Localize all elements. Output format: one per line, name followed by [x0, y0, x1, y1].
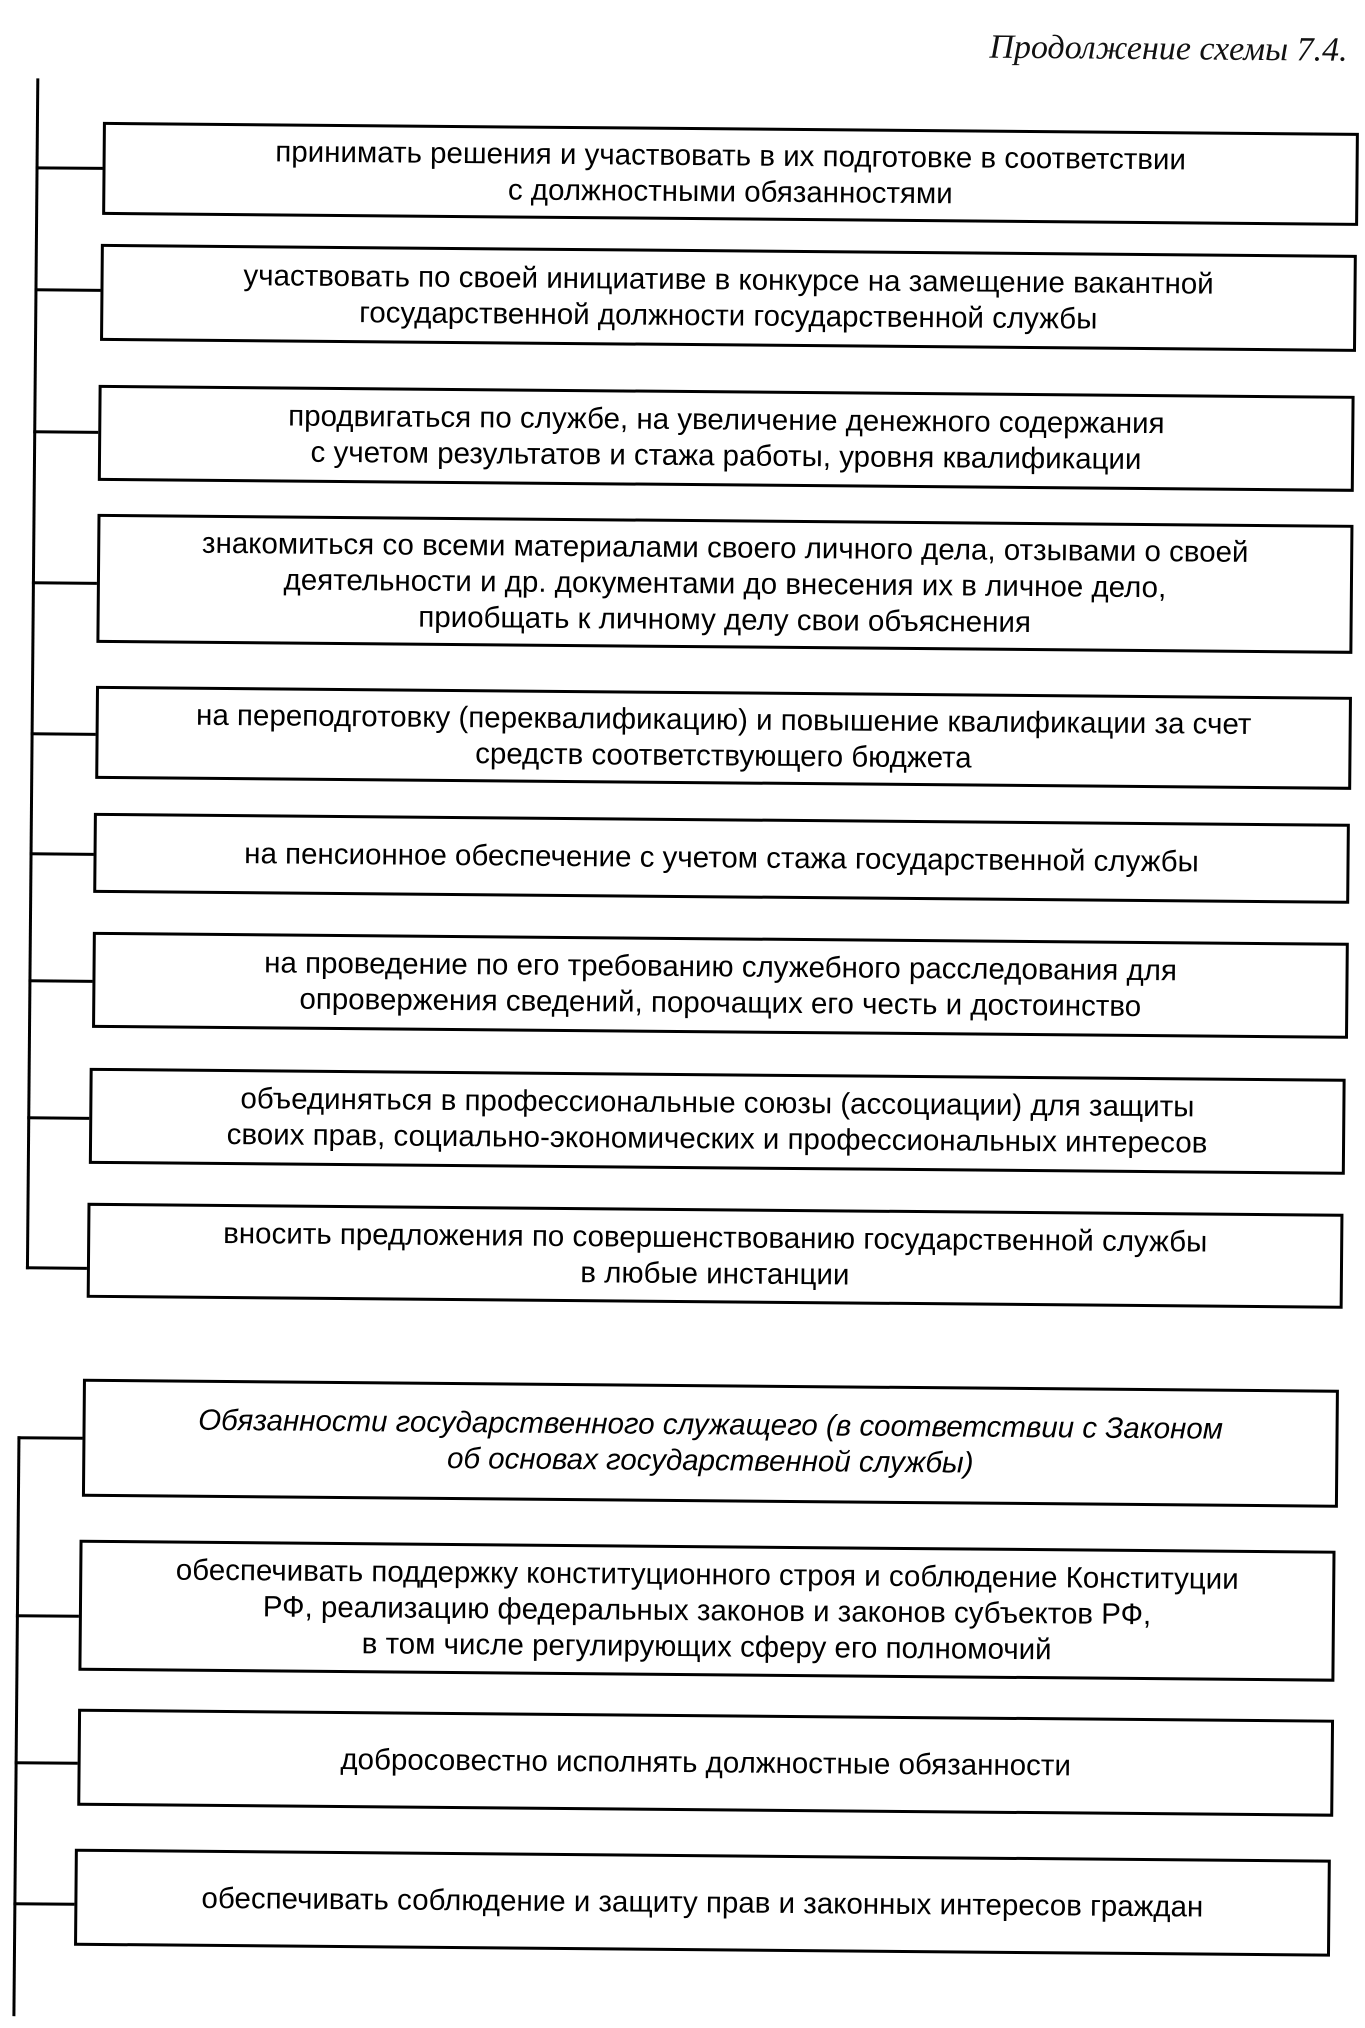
connector-line — [27, 1116, 90, 1120]
box-text-line: объединяться в профессиональные союзы (ассоциации) для защиты — [240, 1082, 1195, 1124]
heading-text-line: об основах государственной службы) — [446, 1441, 974, 1480]
duties-heading-box — [82, 1379, 1339, 1508]
connector-line — [31, 732, 97, 736]
connector-line — [30, 852, 95, 856]
connector-line — [17, 1436, 83, 1440]
box-text-line: своих прав, социально-экономических и профессиональных интересов — [226, 1118, 1208, 1160]
box-text-line: продвигаться по службе, на увеличение денежного содержания — [288, 399, 1165, 441]
connector-line — [16, 1614, 80, 1618]
connector-line — [15, 1761, 79, 1765]
rights-item-box — [87, 1203, 1344, 1309]
duties-item-box — [74, 1849, 1331, 1957]
duties-item-box — [77, 1709, 1334, 1817]
rights-item-box — [89, 1068, 1346, 1175]
box-text-line: на пенсионное обеспечение с учетом стажа государственной службы — [244, 837, 1199, 879]
rights-trunk-line — [26, 78, 39, 1269]
box-text-line: средств соответствующего бюджета — [475, 736, 972, 775]
box-text-line: обеспечивать соблюдение и защиту прав и законных интересов граждан — [201, 1881, 1204, 1924]
connector-line — [34, 288, 101, 292]
connector-line — [36, 166, 104, 170]
box-text-line: вносить предложения по совершенствованию государственной службы — [223, 1216, 1208, 1259]
rights-item-box — [92, 932, 1349, 1039]
rights-item-box — [96, 514, 1353, 654]
rights-item-box — [102, 122, 1359, 226]
connector-line — [33, 430, 99, 434]
box-text-line: с должностными обязанностями — [507, 172, 953, 210]
rights-item-box — [98, 385, 1355, 492]
box-text-line: на проведение по его требованию служебного расследования для — [264, 946, 1178, 988]
duties-trunk-line — [12, 1436, 20, 2016]
rights-item-box — [93, 813, 1350, 904]
duties-item-box — [78, 1540, 1335, 1682]
connector-line — [13, 1902, 75, 1906]
box-text-line: на переподготовку (переквалификацию) и повышение квалификации за счет — [195, 698, 1252, 741]
box-text-line: государственной должности государственной службы — [359, 295, 1098, 336]
box-text-line: знакомиться со всеми материалами своего личного дела, отзывами о своей — [201, 526, 1249, 569]
connector-line — [32, 581, 98, 585]
box-text-line: с учетом результатов и стажа работы, уровня квалификации — [310, 435, 1142, 476]
box-text-line: опровержения сведений, порочащих его честь и достоинство — [299, 982, 1142, 1023]
box-text-line: обеспечивать поддержку конституционного строя и соблюдение Конституции — [175, 1553, 1239, 1596]
heading-text-line: Обязанности государственного служащего (в соответствии с Законом — [198, 1403, 1224, 1446]
box-text-line: участвовать по своей инициативе в конкурсе на замещение вакантной — [243, 258, 1214, 301]
box-text-line: в том числе регулирующих сферу его полномочий — [361, 1626, 1052, 1666]
box-text-line: деятельности и др. документами до внесения их в личное дело, — [283, 562, 1167, 604]
box-text-line: РФ, реализацию федеральных законов и законов субъектов РФ, — [262, 1589, 1152, 1631]
continuation-label: Продолжение схемы 7.4. — [989, 28, 1348, 69]
rights-item-box — [95, 686, 1352, 790]
rights-item-box — [100, 244, 1357, 352]
box-text-line: принимать решения и участвовать в их подготовке в соответствии — [275, 134, 1187, 176]
box-text-line: добросовестно исполнять должностные обязанности — [340, 1742, 1072, 1782]
connector-line — [28, 979, 93, 983]
box-text-line: приобщать к личному делу свои объяснения — [418, 600, 1032, 639]
box-text-line: в любые инстанции — [580, 1255, 850, 1291]
connector-line — [26, 1266, 88, 1270]
